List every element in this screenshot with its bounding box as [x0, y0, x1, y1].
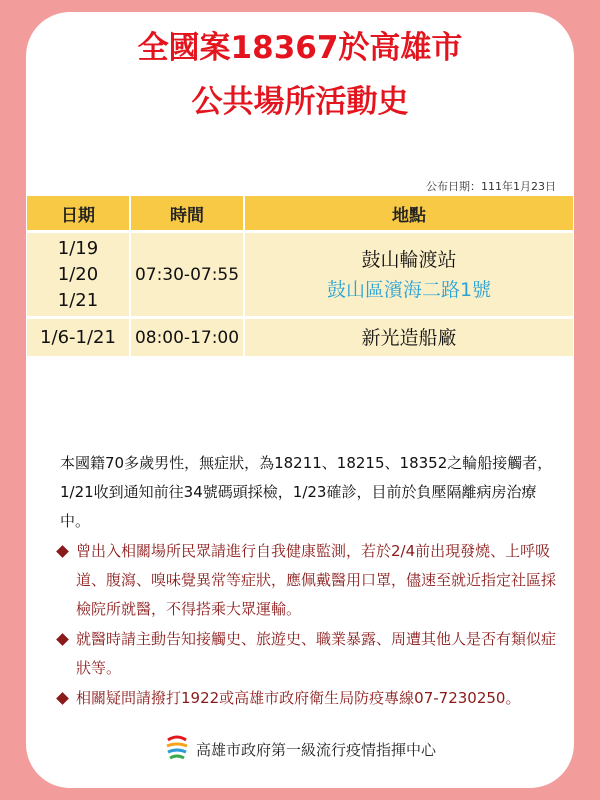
place-address: 鼓山區濱海二路1號 — [326, 278, 492, 301]
kaohsiung-city-logo-icon — [164, 734, 190, 764]
date-item: 1/21 — [57, 289, 99, 311]
header-date: 日期 — [27, 196, 131, 230]
row1-place-cell — [245, 230, 573, 316]
list-item — [56, 625, 566, 683]
header-time: 時間 — [131, 196, 245, 230]
table-row — [27, 316, 573, 356]
header-place: 地點 — [245, 196, 573, 230]
place-name: 鼓山輪渡站 — [361, 248, 457, 271]
page-title-line2: 公共場所活動史 — [191, 84, 409, 120]
date-item: 1/20 — [57, 263, 99, 285]
row2-place: 新光造船廠 — [245, 316, 573, 356]
bullet-text: 相關疑問請撥打1922或高雄市政府衛生局防疫專線07-7230250。 — [76, 689, 521, 707]
footer-org: 高雄市政府第一級流行疫情指揮中心 — [195, 740, 436, 759]
list-item — [56, 684, 566, 713]
notice-list — [56, 537, 566, 714]
page-title-line1: 全國案18367於高雄市 — [137, 30, 463, 66]
bullet-text: 曾出入相關場所民眾請進行自我健康監測，若於2/4前出現發燒、上呼吸道、腹瀉、嗅味覺異常等症狀，應佩戴醫用口罩，儘速至就近指定社區採檢院所就醫，不得搭乘大眾運輸。 — [76, 542, 557, 618]
diamond-bullet-icon — [56, 633, 69, 646]
list-item — [56, 537, 566, 624]
footer — [0, 734, 600, 764]
row1-time: 07:30-07:55 — [131, 230, 245, 316]
row2-time: 08:00-17:00 — [131, 316, 245, 356]
row2-dates: 1/6-1/21 — [27, 316, 131, 356]
diamond-bullet-icon — [56, 545, 69, 558]
date-item: 1/19 — [57, 237, 99, 259]
case-description: 本國籍70多歲男性，無症狀，為18211、18215、18352之輪船接觸者，1/21收到通知前往34號碼頭採檢，1/23確診，目前於負壓隔離病房治療中。 — [60, 454, 553, 530]
publish-date: 公布日期：111年1月23日 — [426, 180, 556, 193]
activity-table — [27, 196, 573, 356]
row1-dates — [27, 230, 131, 316]
diamond-bullet-icon — [56, 692, 69, 705]
table-header-row — [27, 196, 573, 230]
table-row — [27, 230, 573, 316]
bullet-text: 就醫時請主動告知接觸史、旅遊史、職業暴露、周遭其他人是否有類似症狀等。 — [76, 630, 557, 677]
